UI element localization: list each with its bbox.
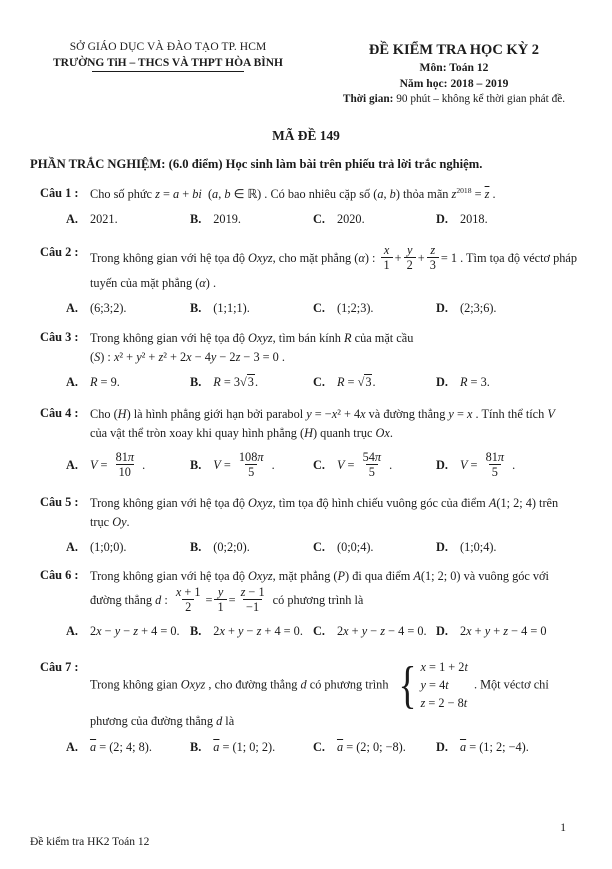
math-run: H	[304, 425, 314, 440]
option-letter: C.	[313, 739, 325, 754]
math-fraction: $\frac{z}{3}$	[427, 243, 439, 273]
option-letter: C.	[313, 458, 325, 473]
text-run: của mặt cầu	[351, 330, 414, 345]
math-run: R =	[336, 374, 358, 389]
math-overline: $\overline{a}$	[336, 739, 344, 754]
math-sqrt: √3	[357, 374, 372, 389]
math-fraction: $\frac{x}{1}$	[381, 243, 393, 273]
option-value	[213, 740, 275, 755]
math-run: R	[344, 330, 352, 345]
text-run: (0;0;4).	[336, 539, 374, 554]
option-letter: C.	[313, 539, 325, 554]
text-run: , cho mặt phẳng	[272, 250, 355, 265]
option-letter: A.	[66, 374, 78, 389]
math-run: = 1	[440, 250, 458, 265]
options-row	[66, 301, 612, 316]
math-fraction: $\frac{y}{1}$	[214, 585, 226, 615]
option-value	[90, 301, 127, 316]
math-run: R = 3	[213, 374, 241, 389]
option-b	[190, 301, 313, 316]
question-text	[90, 405, 610, 443]
text-run: trục	[90, 514, 113, 529]
question-1	[0, 185, 612, 227]
math-run: +	[394, 250, 402, 265]
question-label: Câu 4 :	[40, 405, 79, 420]
option-value	[460, 375, 490, 390]
option-c	[313, 375, 436, 390]
exam-subject: Môn: Toán 12	[419, 61, 489, 74]
option-letter: A.	[66, 211, 78, 226]
math-run: Oxyz	[248, 250, 273, 265]
math-fraction: $\frac{z - 1}{-1}$	[240, 584, 265, 615]
exam-code: MÃ ĐỀ 149	[272, 127, 340, 143]
math-run: =	[471, 186, 485, 201]
exam-duration-value: 90 phút – không kể thời gian phát đề.	[393, 92, 566, 105]
option-c	[313, 212, 436, 227]
math-fraction: $\frac{y}{2}$	[404, 243, 416, 273]
text-run: có phương trình là	[269, 592, 364, 607]
option-d	[436, 375, 612, 390]
option-value	[213, 624, 303, 639]
question-label: Câu 7 :	[40, 659, 79, 674]
option-d	[436, 624, 612, 639]
math-run: +	[417, 250, 425, 265]
option-letter: A.	[66, 458, 78, 473]
text-run: .	[272, 739, 276, 754]
option-letter: D.	[436, 739, 448, 754]
option-letter: C.	[313, 623, 325, 638]
math-run: 2x + y + z − 4 = 0	[459, 623, 547, 638]
math-run: A	[488, 495, 497, 510]
math-run: y = −x² + 4x	[306, 406, 366, 421]
math-run: = (2; 0; −8)	[343, 739, 403, 754]
option-value	[460, 451, 515, 481]
math-overline: $\overline{a}$	[459, 739, 467, 754]
option-letter: B.	[190, 739, 202, 754]
option-letter: C.	[313, 374, 325, 389]
questions-list	[0, 185, 612, 755]
text-run: và đường thẳng	[365, 406, 449, 421]
option-value	[460, 301, 497, 316]
option-letter: D.	[436, 623, 448, 638]
option-letter: A.	[66, 300, 78, 315]
option-d	[436, 740, 612, 755]
math-run: .	[254, 374, 259, 389]
question-text	[90, 244, 610, 293]
math-run: V =	[89, 458, 111, 473]
math-run: 2x − y − z + 4 = 0.	[89, 623, 180, 638]
option-value	[90, 740, 152, 755]
option-a	[66, 212, 190, 227]
text-run: .	[389, 425, 393, 440]
exam-duration-label: Thời gian:	[342, 92, 394, 105]
option-d	[436, 212, 612, 227]
text-run: 2020.	[336, 211, 365, 226]
math-run: = (1; 2; −4)	[466, 739, 526, 754]
text-run: Trong không gian với hệ tọa độ	[90, 330, 249, 345]
math-run: P	[337, 568, 346, 583]
option-d	[436, 301, 612, 316]
question-5	[0, 494, 612, 555]
options-row	[66, 740, 612, 755]
option-b	[190, 375, 313, 390]
option-letter: C.	[313, 211, 325, 226]
math-fraction: $\frac{81\pi}{5}$	[485, 449, 505, 480]
text-run: ) đi qua điểm	[345, 568, 414, 583]
text-run: (1;0;4).	[459, 539, 497, 554]
math-overline: $\overline{z}$	[484, 186, 490, 201]
math-run: H	[117, 406, 127, 421]
text-run: 2019.	[213, 211, 241, 226]
option-value	[213, 301, 250, 316]
math-run: V =	[213, 458, 234, 473]
option-letter: D.	[436, 211, 448, 226]
option-value	[90, 212, 118, 227]
text-run: Trong không gian với hệ tọa độ	[90, 250, 249, 265]
math-run: Oxyz	[248, 495, 273, 510]
math-run: V	[547, 406, 555, 421]
text-run: . Một véctơ chỉ	[470, 677, 549, 692]
math-run: R = 3.	[459, 374, 490, 389]
option-value	[460, 540, 497, 555]
math-run: (α) :	[354, 250, 379, 265]
option-value	[90, 375, 120, 390]
option-b	[190, 451, 313, 481]
text-run: (6;3;2).	[89, 300, 127, 315]
school-underline	[92, 71, 244, 72]
question-text	[90, 494, 610, 532]
math-run: Oy	[112, 514, 127, 529]
options-row	[66, 451, 612, 481]
option-c	[313, 301, 436, 316]
math-fraction: $\frac{x + 1}{2}$	[175, 584, 201, 615]
option-value	[213, 451, 274, 481]
text-run: của vật thể tròn xoay khi quay hình phẳng (	[90, 425, 305, 440]
option-b	[190, 212, 313, 227]
question-2	[0, 244, 612, 316]
text-run: phương của đường thẳng	[90, 714, 217, 729]
page-number: 1	[560, 822, 566, 834]
option-letter: B.	[190, 211, 202, 226]
math-run: d	[216, 714, 223, 729]
option-value	[337, 451, 392, 481]
text-run: .	[126, 514, 130, 529]
math-run: Oxyz	[248, 330, 273, 345]
text-run: Trong không gian với hệ tọa độ	[90, 495, 249, 510]
option-a	[66, 451, 190, 481]
text-run: Cho số phức	[90, 186, 156, 201]
options-row	[66, 624, 612, 639]
math-run: (a, b)	[373, 186, 400, 201]
school-block	[34, 40, 302, 108]
question-text	[90, 329, 610, 367]
text-run: (1;1;1).	[213, 300, 250, 315]
math-run: .	[139, 458, 146, 473]
option-letter: A.	[66, 539, 78, 554]
footer-text: Đề kiểm tra HK2 Toán 12	[30, 836, 150, 848]
option-d	[436, 540, 612, 555]
math-run: 2x + y − z − 4 = 0.	[336, 623, 427, 638]
question-label: Câu 5 :	[40, 494, 79, 509]
math-run: (a, b ∈ ℝ)	[201, 186, 262, 201]
math-run: = (2; 4; 8)	[96, 739, 149, 754]
math-fraction: $\frac{54\pi}{5}$	[362, 449, 382, 480]
option-value	[213, 375, 258, 390]
question-6	[0, 567, 612, 639]
question-label: Câu 3 :	[40, 329, 79, 344]
math-run: Oxyz	[248, 568, 273, 583]
option-letter: B.	[190, 623, 202, 638]
exam-duration	[302, 92, 606, 108]
math-run: d :	[155, 592, 171, 607]
options-row	[66, 540, 612, 555]
text-run: , tìm tọa độ hình chiếu vuông góc của điểm	[272, 495, 489, 510]
math-run: V =	[336, 458, 358, 473]
text-run: 2018.	[459, 211, 488, 226]
option-letter: D.	[436, 458, 448, 473]
question-text	[90, 567, 610, 616]
option-value	[337, 375, 376, 390]
math-run: .	[509, 458, 516, 473]
text-run: .	[209, 275, 217, 290]
math-run: Oxyz	[180, 677, 206, 692]
left-brace: {	[398, 656, 417, 714]
option-letter: C.	[313, 300, 325, 315]
math-run: d	[300, 677, 307, 692]
question-label: Câu 2 :	[40, 244, 79, 259]
option-value	[90, 540, 127, 555]
math-run: A	[413, 568, 421, 583]
option-letter: D.	[436, 374, 448, 389]
option-value	[460, 740, 529, 755]
option-b	[190, 540, 313, 555]
option-letter: B.	[190, 300, 202, 315]
option-letter: B.	[190, 458, 202, 473]
question-7	[0, 656, 612, 755]
text-run: (1;2;3).	[336, 300, 374, 315]
option-letter: B.	[190, 539, 202, 554]
math-run: .	[268, 458, 275, 473]
text-run: (1; 2; 4) trên	[496, 495, 559, 510]
text-run: .	[402, 739, 406, 754]
question-text	[90, 656, 610, 732]
options-row	[66, 212, 612, 227]
text-run: ) là hình phẳng giới hạn bởi parabol	[126, 406, 307, 421]
text-run: đường thẳng	[90, 592, 156, 607]
text-run: 2021.	[89, 211, 118, 226]
math-run: .	[372, 374, 376, 389]
math-run: Ox	[375, 425, 390, 440]
math-power: $z^{2018}$	[451, 185, 472, 201]
text-run: , tìm bán kính	[272, 330, 345, 345]
option-a	[66, 624, 190, 639]
text-run: . Tính thể tích	[472, 406, 548, 421]
department-name: SỞ GIÁO DỤC VÀ ĐÀO TẠO TP. HCM	[69, 41, 267, 53]
math-fraction: $\frac{108\pi}{5}$	[238, 449, 264, 480]
section-heading: PHẦN TRẮC NGHIỆM: (6.0 điểm) Học sinh làm bài trên phiếu trả lời trắc nghiệm.	[30, 156, 483, 171]
text-run: Cho (	[90, 406, 118, 421]
math-run: R = 9.	[89, 374, 120, 389]
option-letter: D.	[436, 300, 448, 315]
option-c	[313, 624, 436, 639]
math-sqrt: √3	[240, 374, 254, 389]
option-b	[190, 624, 313, 639]
text-run: , mặt phẳng (	[272, 568, 338, 583]
option-b	[190, 740, 313, 755]
option-value	[460, 212, 488, 227]
question-4	[0, 405, 612, 481]
question-label: Câu 1 :	[40, 185, 79, 200]
text-run: Trong không gian với hệ tọa độ	[90, 568, 249, 583]
math-run: 2x + y − z + 4 = 0.	[213, 623, 303, 638]
question-label: Câu 6 :	[40, 567, 79, 582]
option-a	[66, 375, 190, 390]
text-run: có phương trình	[306, 677, 392, 692]
question-3	[0, 329, 612, 390]
option-a	[66, 740, 190, 755]
text-run: (0;2;0).	[213, 539, 250, 554]
text-run: .	[148, 739, 152, 754]
option-c	[313, 451, 436, 481]
option-a	[66, 540, 190, 555]
text-run: (2;3;6).	[459, 300, 497, 315]
option-letter: A.	[66, 739, 78, 754]
option-c	[313, 740, 436, 755]
text-run: .	[489, 186, 496, 201]
text-run: , cho đường thẳng	[205, 677, 301, 692]
option-value	[90, 451, 145, 481]
text-run: .	[278, 349, 285, 364]
text-run: tuyến của mặt phẳng	[90, 275, 196, 290]
text-run: Trong không gian	[90, 677, 181, 692]
math-overline: $\overline{a}$	[213, 739, 220, 754]
text-run: . Có bao nhiêu cặp số	[261, 186, 374, 201]
options-row	[66, 375, 612, 390]
school-name: TRƯỜNG TiH – THCS VÀ THPT HÒA BÌNH	[53, 56, 283, 69]
text-run: (1; 2; 0) và vuông góc với	[420, 568, 549, 583]
option-letter: B.	[190, 374, 202, 389]
option-value	[337, 624, 427, 639]
question-text	[90, 185, 610, 204]
math-run: y = x	[448, 406, 473, 421]
option-value	[460, 624, 547, 639]
math-run: =	[228, 592, 236, 607]
text-run: . Tìm tọa độ véctơ pháp	[457, 250, 578, 265]
exam-year: Năm học: 2018 – 2019	[399, 76, 509, 90]
option-a	[66, 301, 190, 316]
math-run: = (1; 0; 2)	[219, 739, 273, 754]
option-value	[337, 301, 374, 316]
option-value	[337, 740, 406, 755]
option-value	[213, 212, 241, 227]
math-run: V =	[459, 458, 481, 473]
option-value	[90, 624, 180, 639]
exam-header	[0, 0, 612, 108]
option-letter: D.	[436, 539, 448, 554]
math-fraction: $\frac{81\pi}{10}$	[115, 449, 135, 480]
math-run: (S) : x² + y² + z² + 2x − 4y − 2z − 3 = 0	[90, 349, 279, 364]
text-run: ) quanh trục	[313, 425, 376, 440]
option-letter: A.	[66, 623, 78, 638]
option-c	[313, 540, 436, 555]
math-run: .	[386, 458, 393, 473]
math-run: (α)	[195, 275, 210, 290]
exam-title-block	[302, 40, 606, 108]
math-run: =	[205, 592, 213, 607]
text-run: thỏa mãn	[399, 186, 452, 201]
math-cases: { x = 1 + 2t y = 4t z = 2 − 8t	[398, 656, 468, 714]
text-run: .	[525, 739, 529, 754]
math-overline: $\overline{a}$	[89, 739, 97, 754]
option-value	[213, 540, 250, 555]
math-run: z = a + bi	[155, 186, 202, 201]
exam-title: ĐỀ KIỂM TRA HỌC KỲ 2	[368, 42, 540, 58]
option-value	[337, 540, 374, 555]
option-d	[436, 451, 612, 481]
option-value	[337, 212, 365, 227]
text-run: (1;0;0).	[89, 539, 127, 554]
text-run: là	[222, 714, 235, 729]
